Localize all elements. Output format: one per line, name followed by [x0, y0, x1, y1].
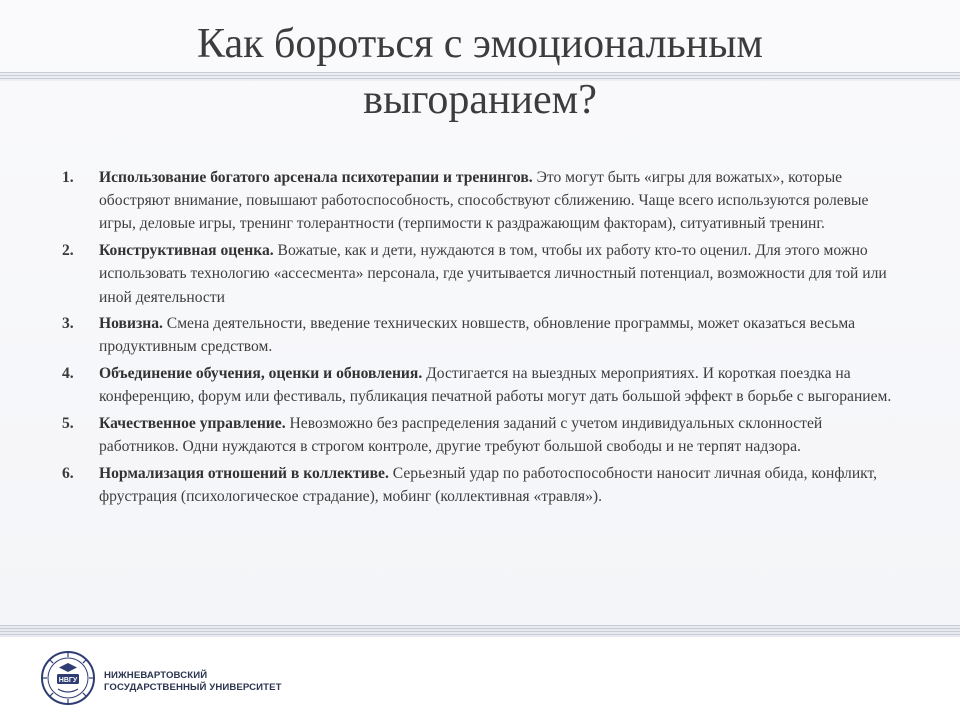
methods-list — [62, 166, 902, 512]
item-number: 1. — [62, 169, 74, 186]
item-text: Невозможно без распределения заданий с учетом индивидуальных склонностей работников. Одни нуждаются в строгом контроле, другие требуют большой свободы и не терпят надзора. — [99, 415, 823, 456]
item-body — [99, 239, 902, 309]
item-text: Серьезный удар по работоспособности наносит личная обида, конфликт, фрустрация (психологическое страдание), мобинг (коллективная «травля»). — [99, 464, 878, 506]
list-item — [62, 362, 902, 408]
item-text: Достигается на выездных мероприятиях. И короткая поездка на конференцию, форум или фестиваль, публикация печатной работы могут дать большой эффект в борьбе с выгоранием. — [99, 365, 892, 406]
item-number: 3. — [62, 315, 74, 333]
item-number: 4. — [62, 365, 74, 383]
footer-divider — [0, 625, 960, 637]
item-heading: Использование богатого арсенала психотерапии и тренингов. — [99, 169, 533, 186]
university-seal-icon — [40, 650, 96, 706]
item-text: Это могут быть «игры для вожатых», которые обостряют внимание, повышают работоспособность, способствуют сближению. Чаще всего используются ролевые игры, деловые игры, тренинг толерантности (терпимости к раздражающим факторам), ситуативный тренинг. — [99, 169, 869, 233]
list-item — [62, 312, 902, 358]
list-item — [62, 412, 902, 458]
university-name-line-1: НИЖНЕВАРТОВСКИЙ — [104, 670, 208, 681]
item-body — [99, 362, 902, 408]
slide-title-line-2: выгоранием? — [363, 77, 597, 123]
item-body — [99, 412, 902, 458]
footer — [0, 637, 960, 720]
item-body — [99, 462, 902, 508]
university-name — [104, 670, 282, 694]
logo-text: НВГУ — [58, 677, 78, 684]
list-item — [62, 166, 902, 236]
item-number: 5. — [62, 415, 74, 433]
item-text: Смена деятельности, введение технических новшеств, обновление программы, может оказаться весьма продуктивным средством. — [99, 315, 856, 356]
item-number: 2. — [62, 242, 74, 260]
item-heading: Новизна. — [99, 315, 163, 333]
item-heading: Качественное управление. — [99, 415, 286, 433]
item-body — [99, 166, 902, 236]
item-heading: Нормализация отношений в коллективе. — [99, 464, 389, 482]
item-text: Вожатые, как и дети, нуждаются в том, чтобы их работу кто-то оценил. Для этого можно использовать технологию «ассесмента» персонала, где учитывается личностный потенциал, возможности для той или иной деятельности — [99, 242, 887, 306]
item-body — [99, 312, 902, 358]
item-number: 6. — [62, 464, 74, 482]
slide-title-line-1: Как бороться с эмоциональным — [197, 21, 763, 67]
slide-title — [0, 16, 960, 128]
list-item — [62, 239, 902, 309]
list-item — [62, 462, 902, 508]
item-heading: Объединение обучения, оценки и обновления. — [99, 365, 423, 383]
item-heading: Конструктивная оценка. — [99, 242, 274, 260]
university-name-line-2: ГОСУДАРСТВЕННЫЙ УНИВЕРСИТЕТ — [104, 682, 282, 693]
